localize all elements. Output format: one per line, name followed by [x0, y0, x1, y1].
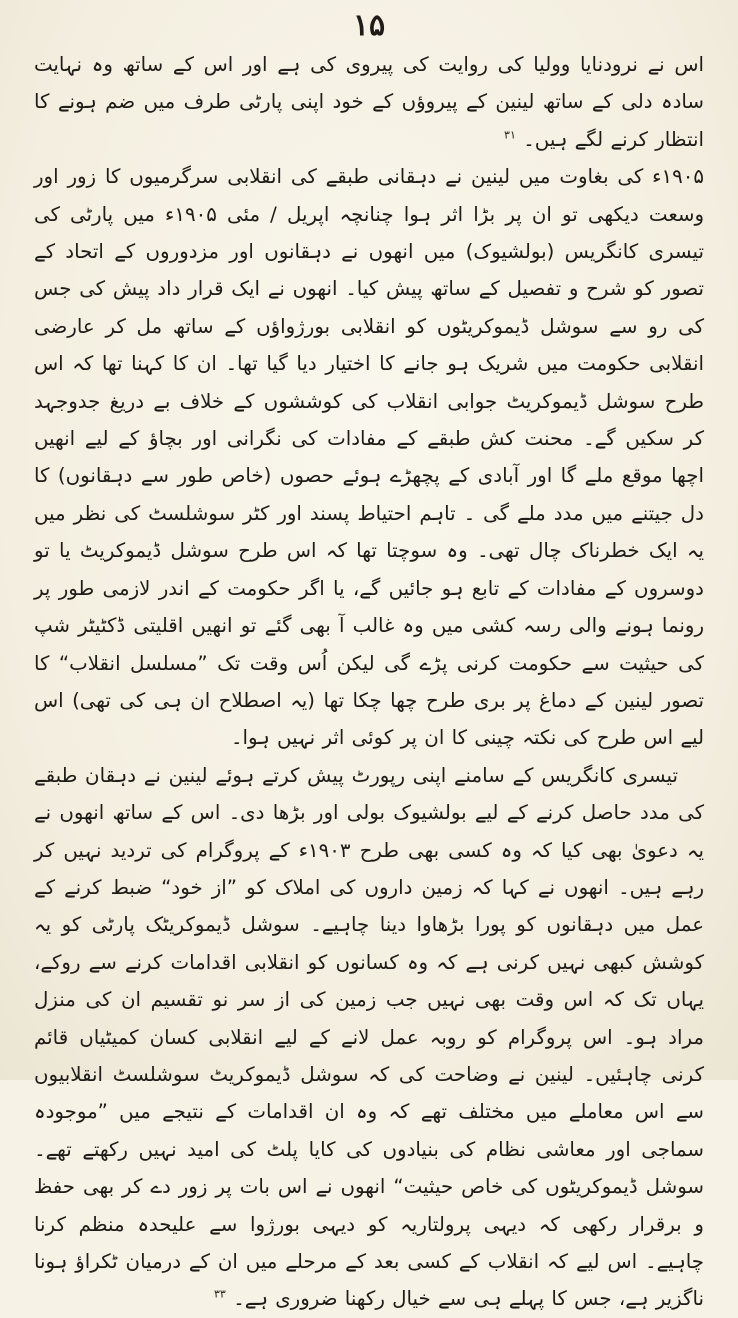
page-number: ۱۵ — [352, 8, 386, 43]
paragraph-2 — [34, 158, 704, 757]
footnote-marker-1: ۳۱ — [504, 128, 516, 142]
paragraph-1-text: اس نے نرودنایا وولیا کی روایت کی پیروی کی ہے اور اس کے ساتھ وہ نہایت سادہ دلی کے ساتھ لینین کے پیروؤں کے خود اپنی پارٹی طرف میں ضم ہونے کا انتظار کرنے لگے ہیں۔ — [34, 53, 704, 151]
paragraph-3 — [34, 757, 704, 1318]
paragraph-2-text: ۱۹۰۵ء کی بغاوت میں لینین نے دہقانی طبقے کی انقلابی سرگرمیوں کا زور اور وسعت دیکھی تو ان پر بڑا اثر ہوا چنانچہ اپریل / مئی ۱۹۰۵ء میں پارٹی کی تیسری کانگریس (بولشیوک) میں انھوں نے دہقانوں اور مزدوروں کے اتحاد کے تصور کو شرح و تفصیل کے ساتھ پیش کیا۔ انھوں نے ایک قرار داد پیش کی جس کی رو سے سوشل ڈیموکریٹوں کو انقلابی بورژواؤں کے ساتھ مل کر عارضی انقلابی حکومت میں شریک ہو جانے کا اختیار دیا گیا تھا۔ ان کا کہنا تھا کہ اس طرح سوشل ڈیموکریٹ جوابی انقلاب کی کوششوں کے خلاف بے دریغ جدوجہد کر سکیں گے۔ محنت کش طبقے کے مفادات کی نگرانی اور بچاؤ کے لیے انھیں اچھا موقع ملے گا اور آبادی کے پچھڑے ہوئے حصوں (خاص طور سے دہقانوں) کا دل جیتنے میں مدد ملے گی ۔ تاہم احتیاط پسند اور کٹر سوشلسٹ کی نظر میں یہ ایک خطرناک چال تھی۔ وہ سوچتا تھا کہ اس طرح سوشل ڈیموکریٹ یا تو دوسروں کے مفادات کے تابع ہو جائیں گے، یا اگر حکومت کے اندر لازمی طور پر رونما ہونے والی رسہ کشی میں وہ غالب آ بھی گئے تو انھیں اقلیتی ڈکٹیٹر شپ کی حیثیت سے حکومت کرنی پڑے گی لیکن اُس وقت تک ”مسلسل انقلاب“ کا تصور لینین کے دماغ پر بری طرح چھا چکا تھا (یہ اصطلاح ان ہی کی تھی) اس لیے اس طرح کی نکتہ چینی کا ان پر کوئی اثر نہیں ہوا۔ — [34, 165, 704, 750]
paragraph-1 — [34, 46, 704, 158]
paragraph-3-text: تیسری کانگریس کے سامنے اپنی رپورٹ پیش کرتے ہوئے لینین نے دہقان طبقے کی مدد حاصل کرنے کے لیے بولشیوک بولی اور بڑھا دی۔ اس کے ساتھ انھوں نے یہ دعویٰ بھی کیا کہ وہ کسی بھی طرح ۱۹۰۳ء کے پروگرام کی تردید نہیں کر رہے ہیں۔ انھوں نے کہا کہ زمین داروں کی املاک کو ”از خود“ ضبط کرنے کے عمل میں دہقانوں کو پورا بڑھاوا دینا چاہیے۔ سوشل ڈیموکریٹک پارٹی کو یہ کوشش کبھی نہیں کرنی ہے کہ وہ کسانوں کو انقلابی اقدامات کرنے سے روکے، یہاں تک کہ اس وقت بھی نہیں جب زمین کی از سر نو تقسیم ان کی منزل مراد ہو۔ اس پروگرام کو روبہ عمل لانے کے لیے انقلابی کسان کمیٹیاں قائم کرنی چاہئیں۔ لینین نے وضاحت کی کہ سوشل ڈیموکریٹ سوشلسٹ انقلابیوں سے اس معاملے میں مختلف تھے کہ وہ ان اقدامات کے نتیجے میں ”موجودہ سماجی اور معاشی نظام کی بنیادوں کی کایا پلٹ کی امید نہیں رکھتے تھے۔ سوشل ڈیموکریٹوں کی خاص حیثیت“ انھوں نے اس بات پر زور دے کر بھی حفظ و برقرار رکھی کہ دیہی پرولتاریہ کو دیہی بورژوا سے علیحدہ منظم کرنا چاہیے۔ اس لیے کہ انقلاب کے کسی بعد کے مرحلے میں ان کے درمیان ٹکراؤ ہونا ناگزیر ہے، جس کا پہلے ہی سے خیال رکھنا ضروری ہے۔ — [34, 763, 704, 1311]
footnote-marker-2: ۳۳ — [214, 1287, 226, 1301]
body-text — [34, 46, 704, 1318]
